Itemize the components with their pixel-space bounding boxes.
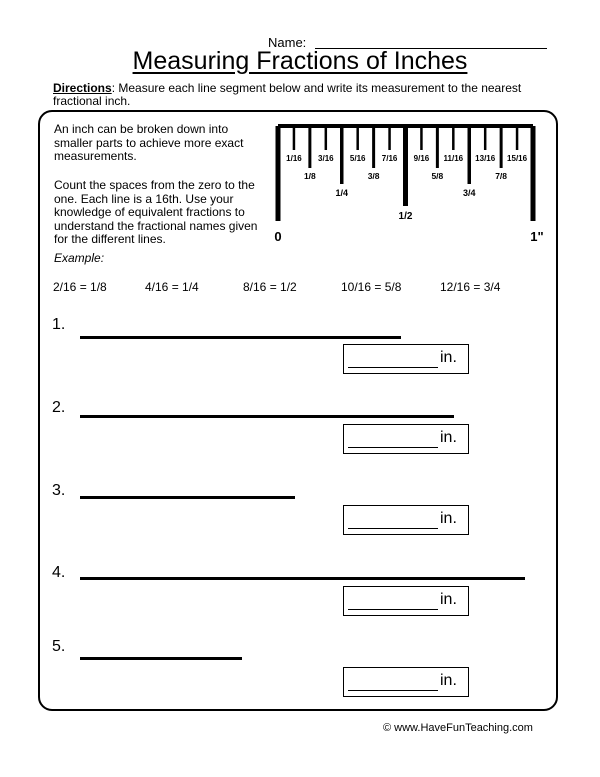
example-equivalence: 4/16 = 1/4 — [145, 280, 199, 294]
ruler-label: 9/16 — [413, 154, 430, 163]
ruler-label: 5/16 — [349, 154, 366, 163]
ruler-label: 1/4 — [335, 188, 349, 198]
answer-blank[interactable] — [348, 690, 438, 691]
answer-blank[interactable] — [348, 367, 438, 368]
page-title: Measuring Fractions of Inches — [132, 47, 468, 75]
answer-box-4[interactable] — [343, 586, 469, 616]
problem-number: 3. — [52, 482, 66, 499]
problem-number: 5. — [52, 638, 66, 655]
unit-label: in. — [440, 672, 457, 689]
copyright-footer: © www.HaveFunTeaching.com — [383, 722, 533, 734]
ruler — [0, 0, 600, 260]
answer-blank[interactable] — [348, 609, 438, 610]
directions-text: : Measure each line segment below and write its measurement to the nearest fractional inch. — [53, 81, 522, 108]
answer-box-2[interactable] — [343, 424, 469, 454]
line-segment-4 — [80, 577, 525, 580]
intro-paragraph-1: An inch can be broken down into smaller parts to achieve more exact measurements. — [54, 122, 244, 163]
ruler-label: 7/16 — [381, 154, 398, 163]
example-equivalence: 8/16 = 1/2 — [243, 280, 297, 294]
example-equivalence: 12/16 = 3/4 — [440, 280, 501, 294]
intro-paragraph-2: Count the spaces from the zero to the one. Each line is a 16th. Use your knowledge of equivalent fractions to understand the fractional names given for the different lines. — [54, 178, 258, 246]
unit-label: in. — [440, 429, 457, 446]
ruler-label: 5/8 — [431, 171, 444, 181]
answer-blank[interactable] — [348, 447, 438, 448]
directions-label: Directions — [53, 81, 112, 95]
ruler-label: 1/16 — [286, 154, 302, 163]
unit-label: in. — [440, 510, 457, 527]
ruler-label: 1/8 — [303, 171, 316, 181]
line-segment-1 — [80, 336, 401, 339]
ruler-label: 13/16 — [475, 154, 496, 163]
ruler-label: 3/4 — [462, 188, 476, 198]
ruler-label: 15/16 — [507, 154, 528, 163]
problem-number: 2. — [52, 399, 66, 416]
ruler-label: 3/16 — [318, 154, 334, 163]
ruler-one-inch-label: 1" — [530, 229, 544, 244]
ruler-label: 11/16 — [443, 154, 464, 163]
name-label: Name: — [268, 35, 307, 50]
ruler-label: 7/8 — [495, 171, 508, 181]
answer-blank[interactable] — [348, 528, 438, 529]
answer-box-3[interactable] — [343, 505, 469, 535]
problem-number: 1. — [52, 316, 66, 333]
line-segment-5 — [80, 657, 242, 660]
answer-box-5[interactable] — [343, 667, 469, 697]
ruler-zero-label: 0 — [274, 229, 282, 244]
problem-number: 4. — [52, 564, 66, 581]
line-segment-3 — [80, 496, 295, 499]
unit-label: in. — [440, 591, 457, 608]
answer-box-1[interactable] — [343, 344, 469, 374]
ruler-label: 1/2 — [398, 211, 413, 222]
example-equivalence: 10/16 = 5/8 — [341, 280, 402, 294]
example-label: Example: — [54, 251, 105, 265]
unit-label: in. — [440, 349, 457, 366]
line-segment-2 — [80, 415, 454, 418]
ruler-label: 3/8 — [367, 171, 380, 181]
example-equivalence: 2/16 = 1/8 — [53, 280, 107, 294]
